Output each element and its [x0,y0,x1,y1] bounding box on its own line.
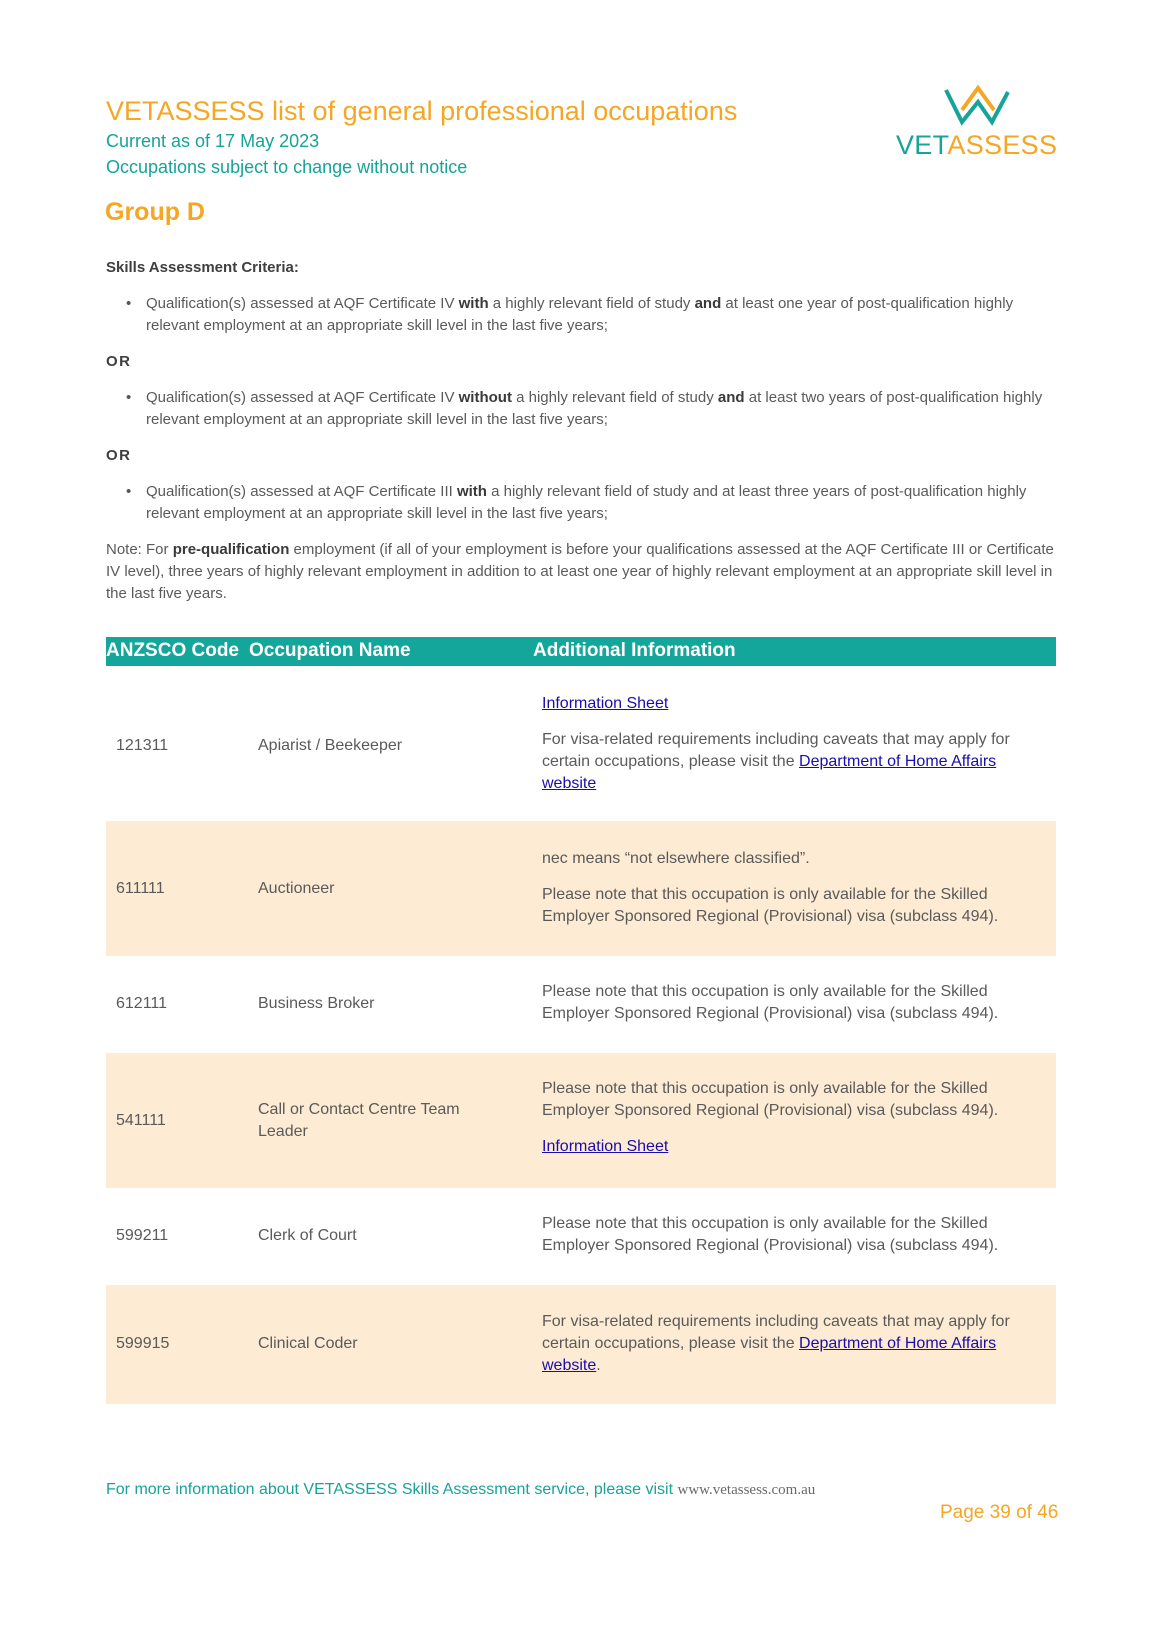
occupation-name: Clinical Coder [258,1335,358,1352]
or-separator: OR [106,353,132,370]
additional-info: Information Sheet For visa-related requirements including caveats that may apply for certain occupations, please visit the Department of Home Affairs website [542,695,1010,792]
occupation-name: Call or Contact Centre Team Leader [258,1101,460,1140]
logo-mark-icon [896,82,1056,132]
change-notice-line: Occupations subject to change without notice [106,157,468,177]
criteria-bullet-2: • Qualification(s) assessed at AQF Certificate IV without a highly relevant field of study and at least two years of post-qualification highly relevant employment at an appropriate skill level in the last five years; [106,387,1056,431]
table-row [106,1285,1056,1404]
information-sheet-link[interactable]: Information Sheet [542,1138,669,1155]
home-affairs-link[interactable]: Department of Home Affairs website [542,1335,997,1374]
criteria-bullet-3: • Qualification(s) assessed at AQF Certificate III with a highly relevant field of study and at least three years of post-qualification highly relevant employment at an appropriate skill level in the last five years; [106,481,1056,525]
footer-info: For more information about VETASSESS Skills Assessment service, please visit www.vetassess.com.au [106,1481,816,1498]
skills-criteria [106,257,1056,620]
page-header [106,94,826,180]
table-row [106,1053,1056,1188]
additional-info: Please note that this occupation is only available for the Skilled Employer Sponsored Regional (Provisional) visa (subclass 494). Information Sheet [542,1080,999,1155]
pre-qualification-note: Note: For pre-qualification employment (if all of your employment is before your qualifications assessed at the AQF Certificate III or Certificate IV level), three years of highly relevant employment in addition to at least one year of highly relevant employment at an appropriate skill level in the last five years. [106,541,1054,602]
or-separator: OR [106,447,132,464]
occupation-name: Auctioneer [258,880,335,897]
additional-info: Please note that this occupation is only available for the Skilled Employer Sponsored Regional (Provisional) visa (subclass 494). [542,1215,999,1254]
anzsco-code: 612111 [116,995,168,1012]
group-title: Group D [105,198,205,226]
page-number: Page 39 of 46 [940,1502,1059,1523]
vetassess-logo [896,82,1056,168]
table-row [106,1188,1056,1285]
column-header-name: Occupation Name [249,640,411,661]
anzsco-code: 599915 [116,1335,170,1352]
table-header [106,637,1056,666]
home-affairs-link[interactable]: Department of Home Affairs website [542,753,997,792]
document-title: VETASSESS list of general professional occupations [106,96,738,126]
anzsco-code: 541111 [116,1112,166,1129]
logo-wordmark: VETASSESS [896,130,1058,160]
occupation-table [106,637,1056,1404]
occupation-name: Business Broker [258,995,375,1012]
criteria-bullet-1: • Qualification(s) assessed at AQF Certificate IV with a highly relevant field of study and at least one year of post-qualification highly relevant employment at an appropriate skill level in the last five years; [106,293,1056,337]
anzsco-code: 599211 [116,1227,169,1244]
anzsco-code: 121311 [116,737,169,754]
occupation-name: Clerk of Court [258,1227,357,1244]
information-sheet-link[interactable]: Information Sheet [542,695,669,712]
table-row [106,821,1056,956]
additional-info: Please note that this occupation is only available for the Skilled Employer Sponsored Regional (Provisional) visa (subclass 494). [542,983,999,1022]
additional-info: For visa-related requirements including caveats that may apply for certain occupations, please visit the Department of Home Affairs website. [542,1313,1010,1374]
criteria-label: Skills Assessment Criteria: [106,259,299,276]
current-date-line: Current as of 17 May 2023 [106,131,320,151]
table-row [106,956,1056,1053]
footer-url: www.vetassess.com.au [677,1482,816,1498]
anzsco-code: 611111 [116,880,165,897]
column-header-code: ANZSCO Code [106,640,239,661]
additional-info: nec means “not elsewhere classified”. Please note that this occupation is only available for the Skilled Employer Sponsored Regional (Provisional) visa (subclass 494). [542,850,999,925]
occupation-name: Apiarist / Beekeeper [258,737,403,754]
column-header-info: Additional Information [533,640,736,661]
table-row [106,666,1056,821]
